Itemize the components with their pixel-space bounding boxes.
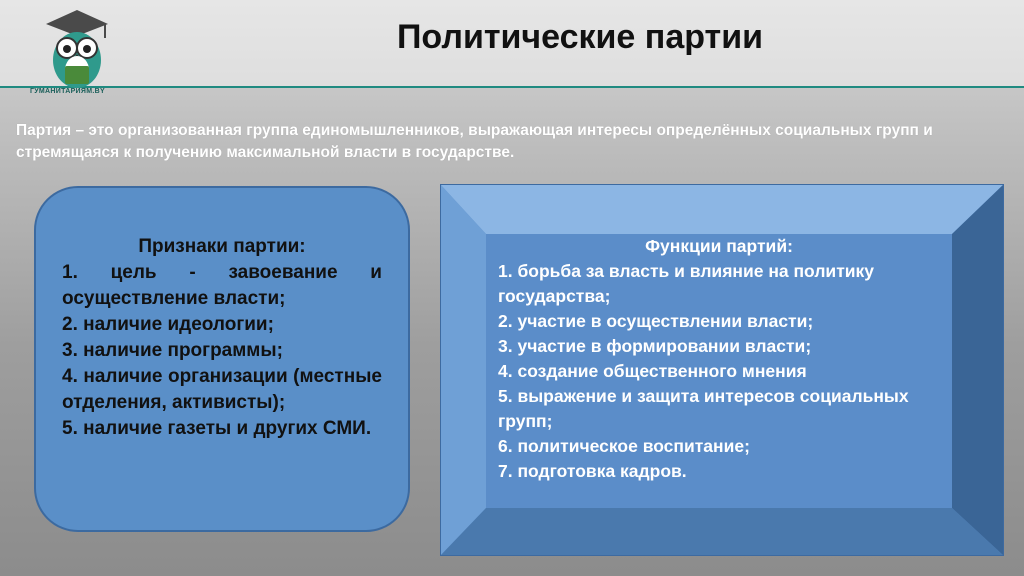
owl-logo-icon xyxy=(32,8,122,90)
party-functions-heading: Функции партий: xyxy=(645,236,793,256)
party-signs-box xyxy=(34,186,410,532)
party-function-item: 3. участие в формировании власти; xyxy=(498,336,812,356)
party-sign-item: 3. наличие программы; xyxy=(62,340,283,361)
party-sign-item: 4. наличие организации (местные отделения, активисты); xyxy=(62,366,382,413)
page-title: Политические партии xyxy=(396,18,763,56)
party-function-item: 2. участие в осуществлении власти; xyxy=(498,311,814,331)
header-divider xyxy=(0,86,1024,88)
party-function-item: 6. политическое воспитание; xyxy=(498,436,750,456)
party-function-item: 7. подготовка кадров. xyxy=(498,461,687,481)
party-function-item: 4. создание общественного мнения xyxy=(498,361,807,381)
party-function-item: 1. борьба за власть и влияние на политику государства; xyxy=(498,261,875,306)
party-sign-item: 5. наличие газеты и других СМИ. xyxy=(62,418,372,439)
party-sign-item: 2. наличие идеологии; xyxy=(62,314,274,335)
party-functions-box xyxy=(486,234,952,508)
logo-text: ГУМАНИТАРИЯМ.BY xyxy=(30,88,105,95)
party-sign-item: 1. цель - завоевание и осуществление власти; xyxy=(62,262,382,309)
party-function-item: 5. выражение и защита интересов социальных групп; xyxy=(498,386,909,431)
party-signs-heading: Признаки партии: xyxy=(138,236,306,257)
party-definition: Партия – это организованная группа единомышленников, выражающая интересы определённых социальных групп и стремящаяся к получению максимальной власти в государстве. xyxy=(16,122,933,161)
